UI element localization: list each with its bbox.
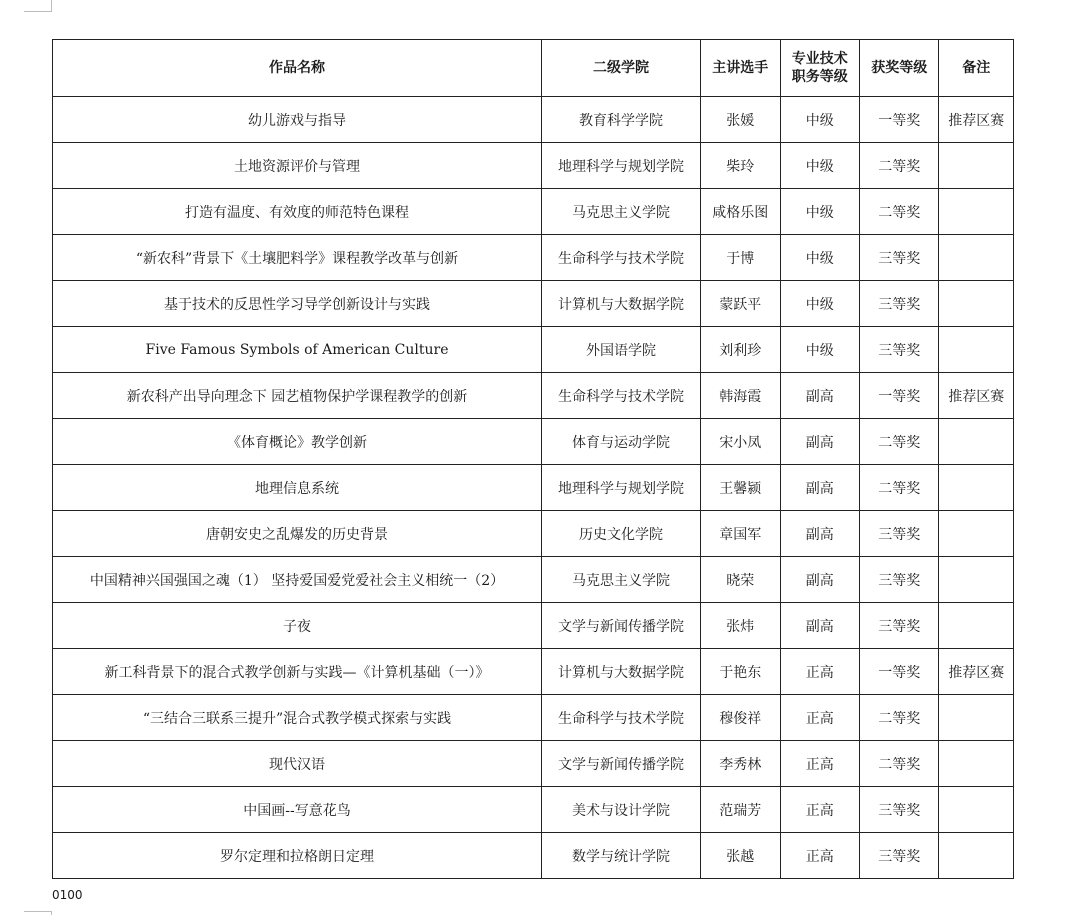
cell-award-level: 三等奖 xyxy=(860,557,939,603)
cell-college: 文学与新闻传播学院 xyxy=(542,603,701,649)
cell-work-name: 《体育概论》教学创新 xyxy=(53,419,542,465)
header-speaker: 主讲选手 xyxy=(701,40,780,97)
cell-speaker: 张越 xyxy=(701,833,780,879)
cell-award-level: 三等奖 xyxy=(860,281,939,327)
cell-college: 马克思主义学院 xyxy=(542,557,701,603)
table-row xyxy=(53,373,1014,419)
cell-college: 地理科学与规划学院 xyxy=(542,143,701,189)
table-row xyxy=(53,189,1014,235)
cell-award-level: 一等奖 xyxy=(860,649,939,695)
cell-speaker: 晓荣 xyxy=(701,557,780,603)
cell-college: 外国语学院 xyxy=(542,327,701,373)
cell-note: 推荐区赛 xyxy=(939,373,1014,419)
header-professional-rank xyxy=(780,40,859,97)
cell-award-level: 二等奖 xyxy=(860,143,939,189)
header-professional-rank-line2: 职务等级 xyxy=(791,69,848,85)
cell-professional-rank: 正高 xyxy=(780,833,859,879)
cell-college: 计算机与大数据学院 xyxy=(542,281,701,327)
table-row xyxy=(53,235,1014,281)
header-work-name: 作品名称 xyxy=(53,40,542,97)
cell-work-name: 唐朝安史之乱爆发的历史背景 xyxy=(53,511,542,557)
table-row xyxy=(53,603,1014,649)
cell-note: 推荐区赛 xyxy=(939,649,1014,695)
cell-work-name: 现代汉语 xyxy=(53,741,542,787)
header-college: 二级学院 xyxy=(542,40,701,97)
cell-professional-rank: 中级 xyxy=(780,235,859,281)
cell-professional-rank: 正高 xyxy=(780,649,859,695)
cell-professional-rank: 中级 xyxy=(780,189,859,235)
cell-speaker: 咸格乐图 xyxy=(701,189,780,235)
cell-speaker: 范瑞芳 xyxy=(701,787,780,833)
table-body xyxy=(53,97,1014,879)
cell-speaker: 章国军 xyxy=(701,511,780,557)
cell-award-level: 一等奖 xyxy=(860,97,939,143)
cell-note xyxy=(939,603,1014,649)
cell-college: 数学与统计学院 xyxy=(542,833,701,879)
cell-work-name: 土地资源评价与管理 xyxy=(53,143,542,189)
cell-college: 美术与设计学院 xyxy=(542,787,701,833)
cell-award-level: 三等奖 xyxy=(860,235,939,281)
cell-professional-rank: 副高 xyxy=(780,557,859,603)
cell-award-level: 三等奖 xyxy=(860,833,939,879)
cell-note xyxy=(939,327,1014,373)
cell-professional-rank: 副高 xyxy=(780,603,859,649)
page-corner-mark-bottom xyxy=(24,911,52,915)
cell-note xyxy=(939,695,1014,741)
cell-award-level: 二等奖 xyxy=(860,695,939,741)
cell-note xyxy=(939,189,1014,235)
header-award-level: 获奖等级 xyxy=(860,40,939,97)
cell-award-level: 一等奖 xyxy=(860,373,939,419)
table-row xyxy=(53,741,1014,787)
header-note: 备注 xyxy=(939,40,1014,97)
cell-college: 马克思主义学院 xyxy=(542,189,701,235)
cell-note xyxy=(939,741,1014,787)
table-row xyxy=(53,787,1014,833)
cell-professional-rank: 副高 xyxy=(780,419,859,465)
cell-work-name: “三结合三联系三提升”混合式教学模式探索与实践 xyxy=(53,695,542,741)
cell-college: 文学与新闻传播学院 xyxy=(542,741,701,787)
cell-work-name: 中国精神兴国强国之魂（1） 坚持爱国爱党爱社会主义相统一（2） xyxy=(53,557,542,603)
cell-speaker: 于艳东 xyxy=(701,649,780,695)
cell-college: 计算机与大数据学院 xyxy=(542,649,701,695)
table-row xyxy=(53,695,1014,741)
cell-college: 教育科学学院 xyxy=(542,97,701,143)
cell-award-level: 三等奖 xyxy=(860,327,939,373)
cell-speaker: 李秀林 xyxy=(701,741,780,787)
cell-college: 历史文化学院 xyxy=(542,511,701,557)
cell-college: 生命科学与技术学院 xyxy=(542,235,701,281)
table-row xyxy=(53,833,1014,879)
cell-professional-rank: 正高 xyxy=(780,695,859,741)
cell-professional-rank: 中级 xyxy=(780,97,859,143)
footer-code: 0100 xyxy=(52,888,83,902)
cell-speaker: 宋小凤 xyxy=(701,419,780,465)
cell-work-name: 中国画--写意花鸟 xyxy=(53,787,542,833)
cell-work-name: 幼儿游戏与指导 xyxy=(53,97,542,143)
cell-note xyxy=(939,419,1014,465)
table-row xyxy=(53,281,1014,327)
cell-note xyxy=(939,833,1014,879)
cell-note xyxy=(939,787,1014,833)
cell-speaker: 刘利珍 xyxy=(701,327,780,373)
cell-note xyxy=(939,235,1014,281)
cell-award-level: 三等奖 xyxy=(860,787,939,833)
table-row xyxy=(53,649,1014,695)
cell-speaker: 于博 xyxy=(701,235,780,281)
cell-award-level: 二等奖 xyxy=(860,419,939,465)
cell-professional-rank: 副高 xyxy=(780,511,859,557)
cell-speaker: 蒙跃平 xyxy=(701,281,780,327)
cell-award-level: 二等奖 xyxy=(860,189,939,235)
cell-work-name: “新农科”背景下《土壤肥料学》课程教学改革与创新 xyxy=(53,235,542,281)
cell-college: 生命科学与技术学院 xyxy=(542,695,701,741)
cell-work-name: 地理信息系统 xyxy=(53,465,542,511)
cell-professional-rank: 副高 xyxy=(780,465,859,511)
cell-speaker: 张媛 xyxy=(701,97,780,143)
cell-work-name: 基于技术的反思性学习导学创新设计与实践 xyxy=(53,281,542,327)
cell-award-level: 三等奖 xyxy=(860,603,939,649)
cell-work-name: 打造有温度、有效度的师范特色课程 xyxy=(53,189,542,235)
cell-speaker: 穆俊祥 xyxy=(701,695,780,741)
cell-note: 推荐区赛 xyxy=(939,97,1014,143)
cell-college: 体育与运动学院 xyxy=(542,419,701,465)
cell-professional-rank: 中级 xyxy=(780,327,859,373)
cell-note xyxy=(939,465,1014,511)
page-corner-mark-top xyxy=(24,0,52,12)
cell-professional-rank: 中级 xyxy=(780,143,859,189)
cell-speaker: 韩海霞 xyxy=(701,373,780,419)
awards-table xyxy=(52,39,1014,879)
table-row xyxy=(53,97,1014,143)
cell-professional-rank: 中级 xyxy=(780,281,859,327)
cell-speaker: 柴玲 xyxy=(701,143,780,189)
cell-note xyxy=(939,143,1014,189)
table-row xyxy=(53,327,1014,373)
cell-professional-rank: 副高 xyxy=(780,373,859,419)
cell-professional-rank: 正高 xyxy=(780,741,859,787)
table-row xyxy=(53,143,1014,189)
table-row xyxy=(53,557,1014,603)
cell-note xyxy=(939,511,1014,557)
cell-award-level: 三等奖 xyxy=(860,511,939,557)
cell-speaker: 张炜 xyxy=(701,603,780,649)
cell-college: 生命科学与技术学院 xyxy=(542,373,701,419)
cell-work-name: 新农科产出导向理念下 园艺植物保护学课程教学的创新 xyxy=(53,373,542,419)
cell-work-name: Five Famous Symbols of American Culture xyxy=(53,327,542,373)
cell-note xyxy=(939,557,1014,603)
cell-work-name: 罗尔定理和拉格朗日定理 xyxy=(53,833,542,879)
table-row xyxy=(53,419,1014,465)
cell-professional-rank: 正高 xyxy=(780,787,859,833)
cell-work-name: 子夜 xyxy=(53,603,542,649)
table-row xyxy=(53,511,1014,557)
header-professional-rank-line1: 专业技术 xyxy=(791,51,848,67)
cell-speaker: 王馨颍 xyxy=(701,465,780,511)
table-header-row xyxy=(53,40,1014,97)
cell-work-name: 新工科背景下的混合式教学创新与实践—《计算机基础（一）》 xyxy=(53,649,542,695)
cell-award-level: 二等奖 xyxy=(860,465,939,511)
table-row xyxy=(53,465,1014,511)
cell-award-level: 二等奖 xyxy=(860,741,939,787)
cell-college: 地理科学与规划学院 xyxy=(542,465,701,511)
cell-note xyxy=(939,281,1014,327)
